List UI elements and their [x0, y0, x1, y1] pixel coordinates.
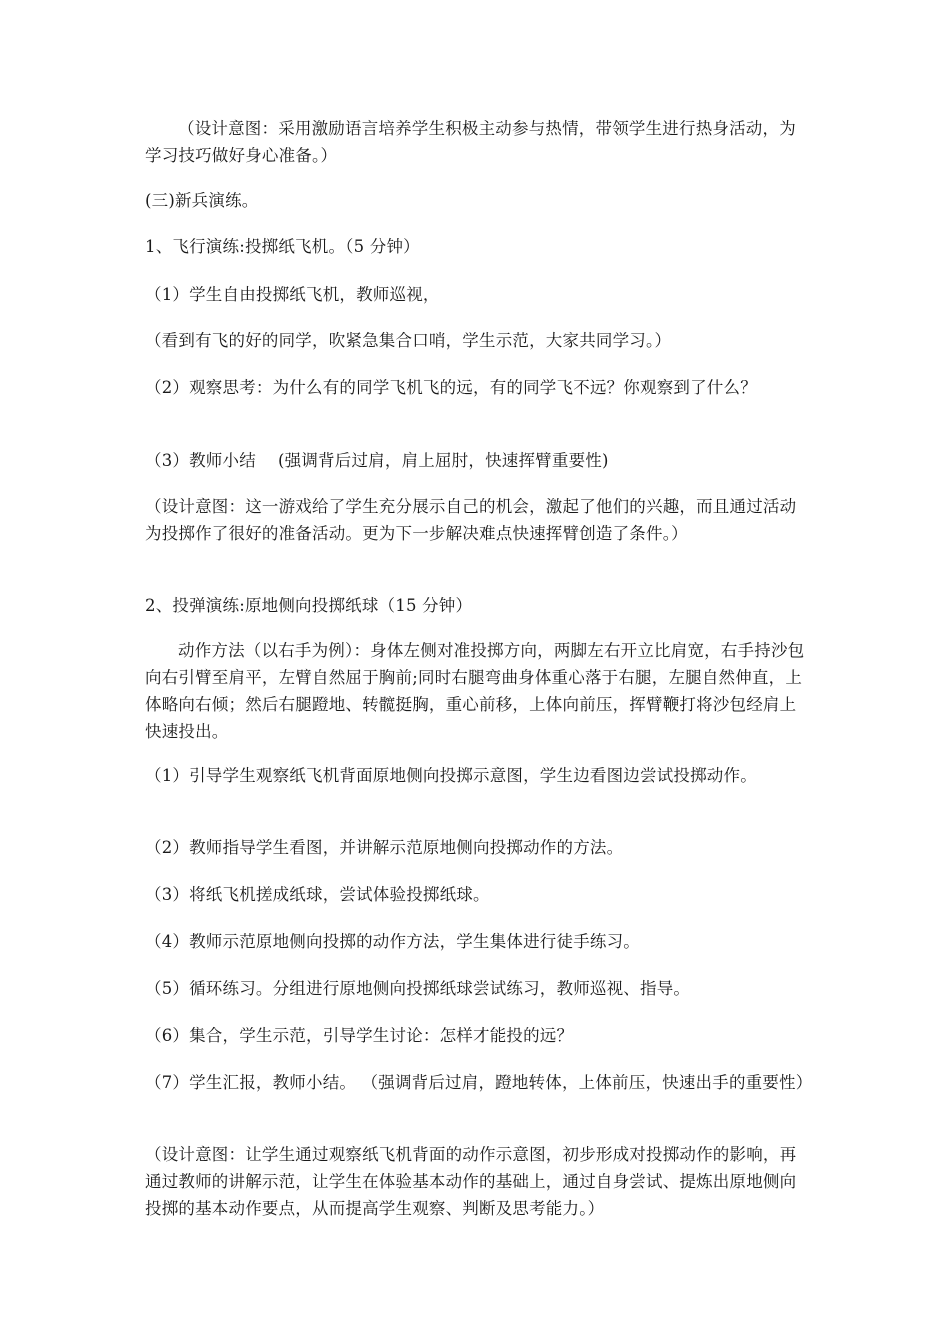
ball-step-4: （4）教师示范原地侧向投掷的动作方法，学生集体进行徒手练习。	[145, 932, 640, 951]
ball-step-2: （2）教师指导学生看图，并讲解示范原地侧向投掷动作的方法。	[145, 838, 624, 857]
ball-step-1: （1）引导学生观察纸飞机背面原地侧向投掷示意图，学生边看图边尝试投掷动作。	[145, 766, 757, 785]
step-3-summary: （3）教师小结 (强调背后过肩，肩上屈肘，快速挥臂重要性)	[145, 451, 609, 470]
subsection-heading-paper-ball: 2、投弹演练:原地侧向投掷纸球（15 分钟）	[145, 596, 473, 615]
ball-step-3: （3）将纸飞机搓成纸球，尝试体验投掷纸球。	[145, 885, 490, 904]
section-heading-drill: (三)新兵演练。	[145, 191, 259, 210]
subsection-heading-paper-plane: 1、飞行演练:投掷纸飞机。（5 分钟）	[145, 237, 420, 256]
step-note-whistle: （看到有飞的好的同学，吹紧急集合口哨，学生示范，大家共同学习。）	[145, 331, 672, 350]
design-intent-game: （设计意图：这一游戏给了学生充分展示自己的机会，激起了他们的兴趣，而且通过活动为投掷作了很好的准备活动。更为下一步解决难点快速挥臂创造了条件。）	[145, 497, 797, 543]
action-method: 动作方法（以右手为例）：身体左侧对准投掷方向，两脚左右开立比肩宽，右手持沙包向右引臂至肩平，左臂自然屈于胸前;同时右腿弯曲身体重心落于右腿，左腿自然伸直，上体略向右倾；然后右腿蹬地、转髋挺胸，重心前移，上体向前压，挥臂鞭打将沙包经肩上快速投出。	[145, 641, 805, 741]
design-intent-observation: （设计意图：让学生通过观察纸飞机背面的动作示意图，初步形成对投掷动作的影响，再通过教师的讲解示范，让学生在体验基本动作的基础上，通过自身尝试、提炼出原地侧向投掷的基本动作要点，从而提高学生观察、判断及思考能力。）	[145, 1145, 797, 1218]
step-2-observe: （2）观察思考：为什么有的同学飞机飞的远，有的同学飞不远？你观察到了什么？	[145, 378, 757, 397]
ball-step-6: （6）集合，学生示范，引导学生讨论：怎样才能投的远？	[145, 1026, 574, 1045]
step-1-free-throw: （1）学生自由投掷纸飞机，教师巡视，	[145, 285, 440, 304]
design-intent-warmup: （设计意图：采用激励语言培养学生积极主动参与热情，带领学生进行热身活动，为学习技巧做好身心准备。）	[145, 119, 796, 165]
ball-step-7: （7）学生汇报，教师小结。 （强调背后过肩，蹬地转体，上体前压，快速出手的重要性）	[145, 1073, 813, 1092]
ball-step-5: （5）循环练习。分组进行原地侧向投掷纸球尝试练习，教师巡视、指导。	[145, 979, 691, 998]
